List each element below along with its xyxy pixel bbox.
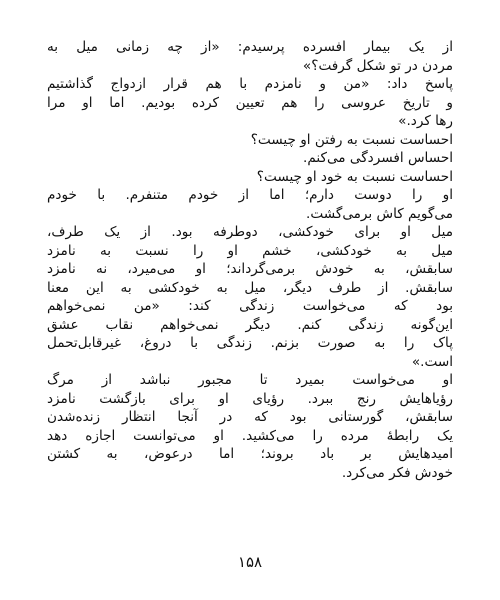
- text-line: رها کرد.»: [398, 113, 453, 129]
- text-line: احساست نسبت به رفتن او چیست؟: [250, 131, 453, 148]
- text-line: بود که می‌خواست زندگی کند: «من نمی‌خواهم: [47, 298, 453, 314]
- body-text: [47, 38, 453, 482]
- text-line: سابقش، گورستانی بود که در آنجا انتظار زنده‌شدن: [47, 409, 453, 425]
- text-line: خودش فکر می‌کرد.: [341, 464, 453, 481]
- text-line: میل به خودکشی، خشم او را نسبت به نامزد: [47, 242, 453, 259]
- text-line: است.»: [411, 353, 453, 370]
- text-line: احساست نسبت به خود او چیست؟: [256, 168, 453, 185]
- text-line: او را دوست دارم؛ اما از خودم متنفرم. با خودم: [47, 187, 453, 203]
- text-line: میل او برای خودکشی، دوطرفه بود. از یک طرف،: [47, 224, 453, 240]
- text-line: مردن در تو شکل گرفت؟»: [302, 57, 453, 74]
- text-line: می‌گویم کاش برمی‌گشت.: [306, 205, 453, 222]
- text-line: او می‌خواست بمیرد تا مجبور نباشد از مرگ: [47, 372, 453, 388]
- text-line: احساس افسردگی می‌کنم.: [303, 150, 453, 166]
- text-line: پاسخ داد: «من و نامزدم با هم قرار ازدواج گذاشتیم: [47, 76, 453, 92]
- text-line: یک رابطهٔ مرده را می‌کشید. او می‌توانست اجازه دهد: [47, 427, 453, 444]
- text-line: از یک بیمار افسرده پرسیدم: «از چه زمانی میل به: [47, 39, 453, 55]
- text-line: و تاریخ عروسی را هم تعیین کرده بودیم. اما او مرا: [47, 94, 453, 111]
- text-line: رؤیاهایش رنج ببرد. رؤیای او برای بازگشت نامزد: [47, 390, 453, 407]
- text-line: پاک را به صورت بزنم. زندگی با دروغ، غیرقابل‌تحمل: [47, 335, 453, 351]
- text-line: سابقش. از طرف دیگر، میل به خودکشی به این معنا: [47, 279, 453, 296]
- page-number: ۱۵۸: [237, 553, 263, 571]
- text-line: امیدهایش بر باد بروند؛ اما درعوض، به کشتن: [47, 446, 453, 462]
- text-line: سابقش، به خودش برمی‌گرداند؛ او می‌میرد، نه نامزد: [47, 261, 453, 277]
- text-line: این‌گونه زندگی کنم. دیگر نمی‌خواهم نقاب عشق: [47, 316, 453, 333]
